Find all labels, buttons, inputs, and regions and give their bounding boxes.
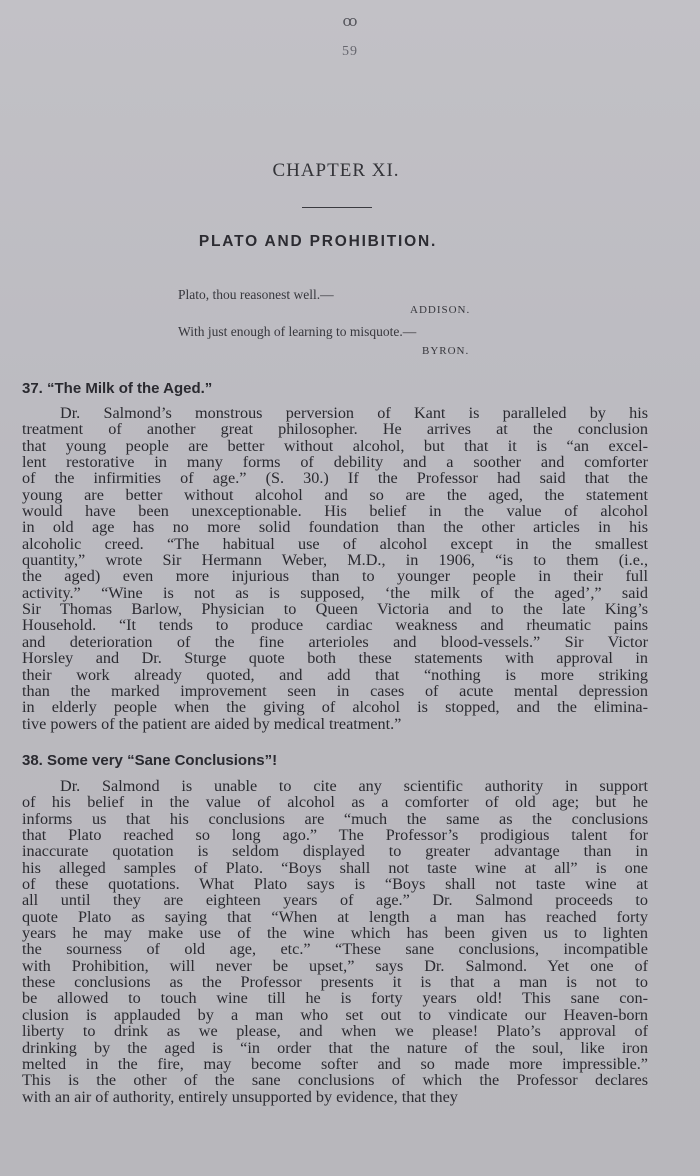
- text-line: than the marked improvement seen in cases of acute mental depression: [22, 681, 648, 700]
- text-line: would have been unexceptionable. His belief in the value of alcohol: [22, 502, 648, 521]
- text-line: the aged) even more injurious than to younger people in their full: [22, 567, 648, 586]
- text-line: alcoholic creed. “The habitual use of alcohol except in the smallest: [22, 534, 648, 553]
- text-line: informs us that his conclusions are “much the same as the conclusions: [22, 809, 648, 828]
- text-line: quote Plato as saying that “When at length a man has reached forty: [22, 907, 648, 926]
- chapter-divider: [302, 207, 372, 208]
- text-line: that young people are better without alcohol, but that it is “an excel-: [22, 436, 648, 455]
- chapter-number: CHAPTER XI.: [272, 160, 400, 181]
- epigraph-2-attribution: BYRON.: [422, 345, 470, 357]
- text-line: Dr. Salmond’s monstrous perversion of Kant is paralleled by his: [60, 404, 648, 422]
- text-line: drinking by the aged is “in order that the nature of the soul, like iron: [22, 1038, 648, 1057]
- epigraph-1-text: Plato, thou reasonest well.—: [178, 287, 334, 302]
- text-line: of his belief in the value of alcohol as a comforter of old age; but he: [22, 793, 648, 812]
- text-line: tive powers of the patient are aided by medical treatment.”: [22, 714, 402, 733]
- text-line: their work already quoted, and add that “nothing is more striking: [22, 665, 648, 684]
- section-38-body: [22, 778, 648, 1105]
- text-line: liberty to drink as we please, and when we please! Plato’s approval of: [22, 1022, 648, 1041]
- text-line: treatment of another great philosopher. He arrives at the conclusion: [22, 420, 648, 439]
- text-line: these conclusions as the Professor presents it is that a man is not to: [22, 973, 648, 992]
- text-line: the sourness of old age, etc.” “These sane conclusions, incompatible: [22, 940, 648, 959]
- section-38-heading: 38. Some very “Sane Conclusions”!: [22, 752, 278, 769]
- text-line: inaccurate quotation is seldom displayed to greater advantage than in: [22, 842, 648, 861]
- text-line: melted in the fire, may become softer and so made more impressible.”: [22, 1054, 648, 1073]
- library-stamp: 59: [342, 44, 358, 59]
- text-line: lent restorative in many forms of debility and a soother and comforter: [22, 453, 648, 472]
- text-line: young are better without alcohol and so are the aged, the statement: [22, 485, 648, 504]
- text-line: his alleged samples of Plato. “Boys shall not taste wine at all” is one: [22, 858, 648, 877]
- text-line: Sir Thomas Barlow, Physician to Queen Victoria and to the late King’s: [22, 600, 648, 619]
- text-line: quantity,” wrote Sir Hermann Weber, M.D., in 1906, “is to them (i.e.,: [22, 551, 648, 570]
- text-line: of the infirmities of age.” (S. 30.) If the Professor had said that the: [22, 469, 648, 488]
- text-line: activity.” “Wine is not as is supposed, ‘the milk of the aged’,” said: [22, 583, 648, 602]
- text-line: all until they are eighteen years of age.” Dr. Salmond proceeds to: [22, 891, 648, 910]
- text-line: This is the other of the sane conclusions of which the Professor declares: [22, 1071, 648, 1090]
- section-37-body: [22, 405, 648, 732]
- text-line: Dr. Salmond is unable to cite any scientific authority in support: [60, 777, 648, 795]
- text-line: and deterioration of the fine arterioles and blood-vessels.” Sir Victor: [22, 632, 648, 651]
- page-top-mark: ꝏ: [342, 14, 358, 30]
- chapter-title: PLATO AND PROHIBITION.: [198, 233, 438, 250]
- text-line: years he may make use of the wine which has been given us to lighten: [22, 924, 648, 943]
- text-line: that Plato reached so long ago.” The Professor’s prodigious talent for: [22, 826, 648, 845]
- text-line: clusion is applauded by a man who set out to vindicate our Heaven-born: [22, 1005, 648, 1024]
- text-line: Household. “It tends to produce cardiac weakness and rheumatic pains: [22, 616, 648, 635]
- text-line: with an air of authority, entirely unsupported by evidence, that they: [22, 1087, 458, 1106]
- text-line: be allowed to touch wine till he is forty years old! This sane con-: [22, 989, 648, 1008]
- text-line: with Prohibition, will never be upset,” says Dr. Salmond. Yet one of: [22, 956, 648, 975]
- text-line: of these quotations. What Plato says is “Boys shall not taste wine at: [22, 875, 648, 894]
- epigraph-2-text: With just enough of learning to misquote.—: [178, 324, 417, 339]
- text-line: in old age has no more solid foundation than the other articles in his: [22, 518, 648, 537]
- epigraph-1-attribution: ADDISON.: [410, 304, 471, 316]
- text-line: Horsley and Dr. Sturge quote both these statements with approval in: [22, 649, 648, 668]
- section-37-heading: 37. “The Milk of the Aged.”: [22, 380, 213, 397]
- text-line: in elderly people when the giving of alcohol is stopped, and the elimina-: [22, 698, 648, 717]
